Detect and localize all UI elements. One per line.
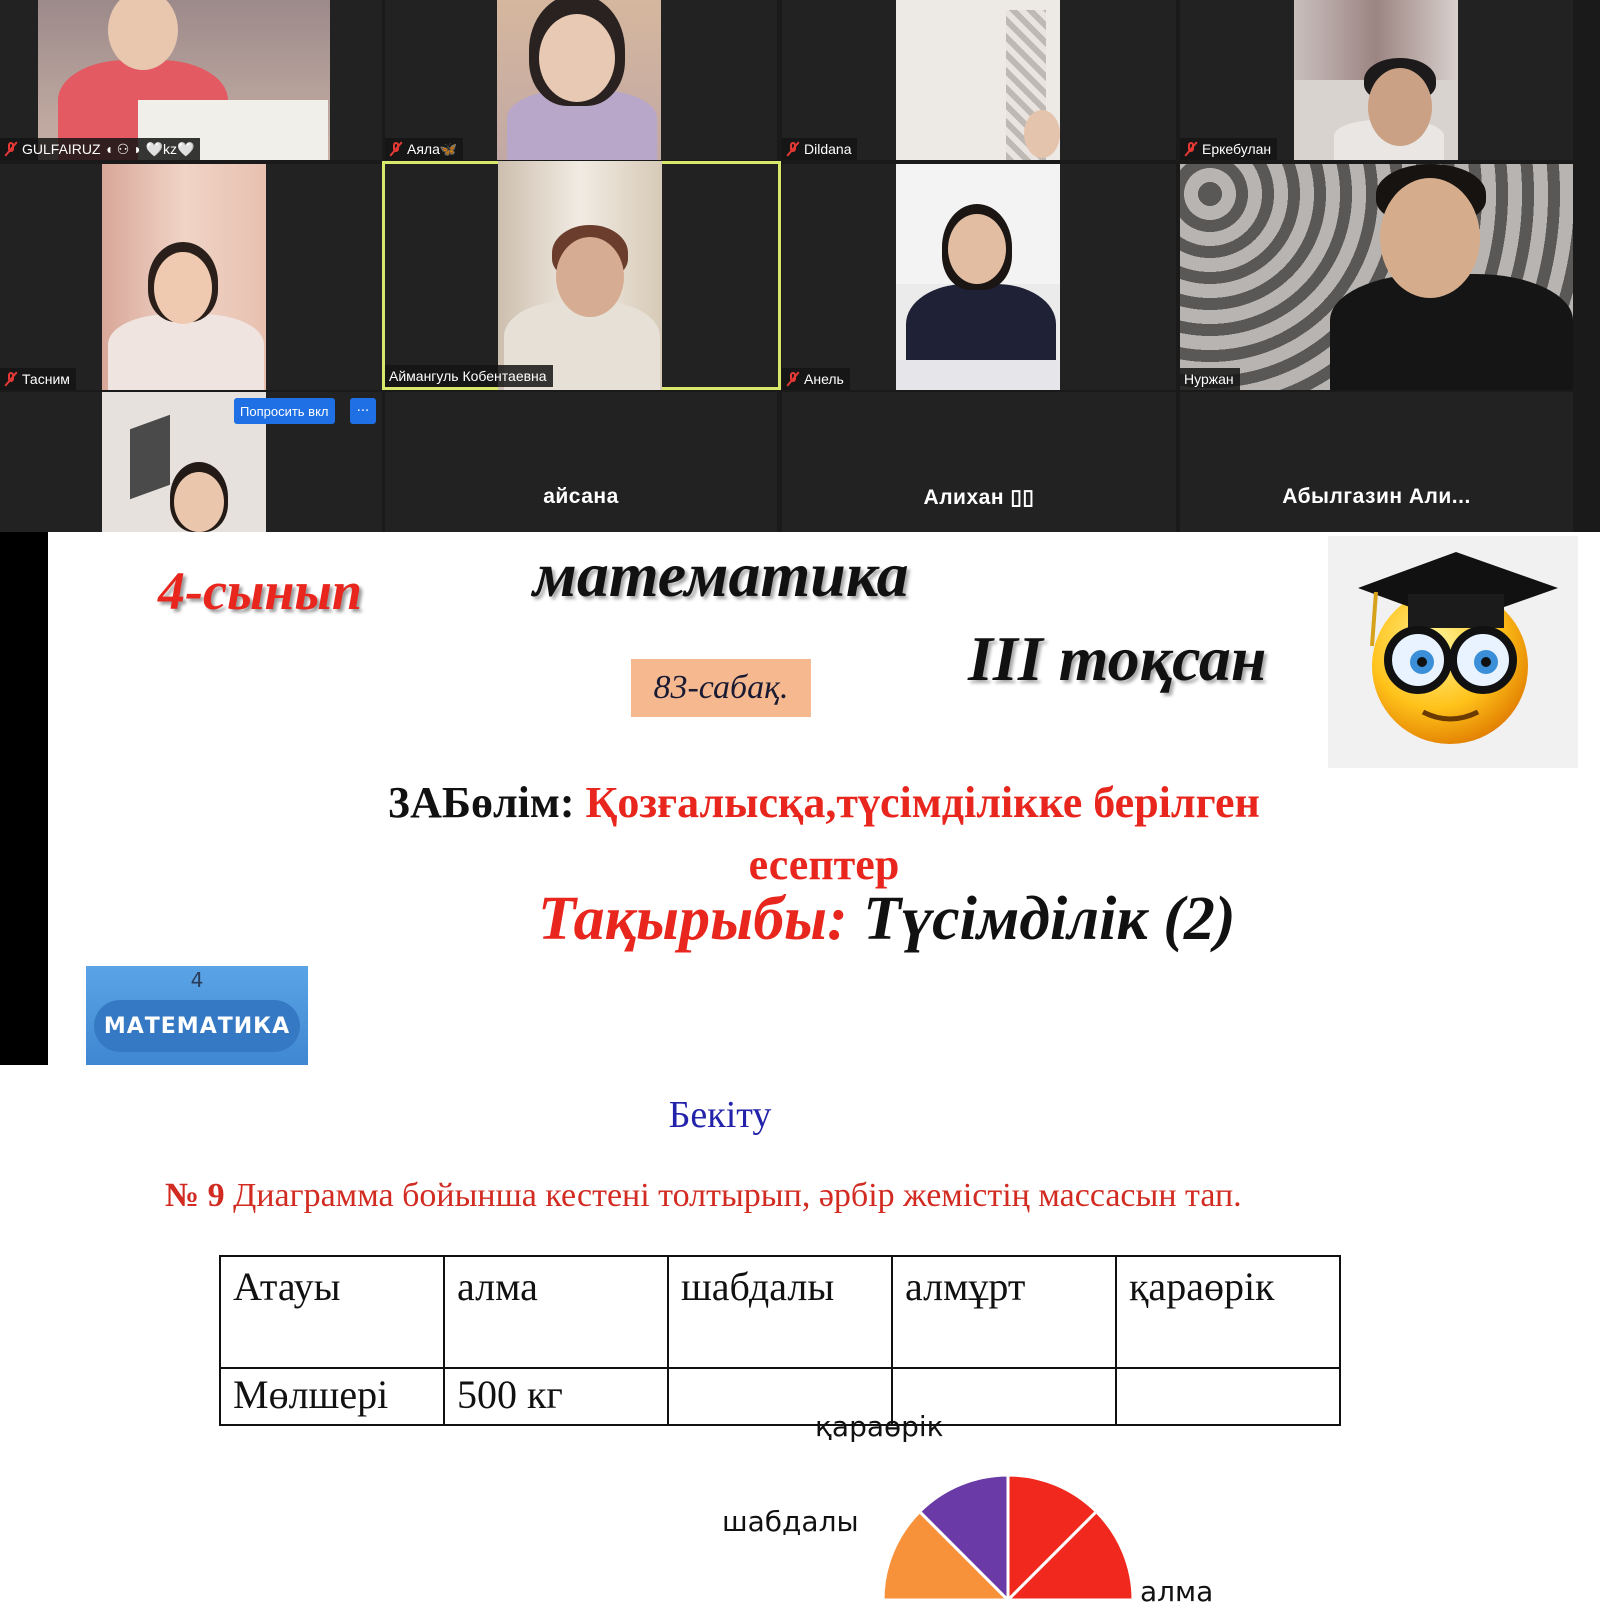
participant-video [896,0,1060,160]
topic-label: Тақырыбы: [538,885,848,953]
participant-name: Тасним [22,371,70,387]
participant-name-bar [1180,138,1277,160]
participant-name: Алихан ▯▯ [923,486,1035,509]
participant-name: GULFAIRUZ ◖ ⚇ ◗ 🤍kz🤍 [22,140,195,157]
participant-name: Еркебулан [1202,141,1272,157]
topic-value: Түсімділік (2) [863,885,1236,953]
grade-title: 4-сынып [158,561,362,621]
topic-heading [538,884,1236,955]
participant-video [896,164,1060,390]
participant-name: Абылгазин Али... [1282,485,1471,508]
participant-name: Нуржан [1184,371,1234,387]
title-slide [48,532,1600,1065]
participant-tile[interactable] [1180,164,1573,390]
participant-name: айсана [543,485,619,508]
participant-video [1294,0,1458,160]
participant-tile[interactable] [782,164,1176,390]
participant-name-bar [1180,368,1240,390]
participant-tile-active-speaker[interactable] [382,161,781,390]
textbook-title: МАТЕМАТИКА [94,1000,300,1052]
quarter-title: ІІІ тоқсан [968,623,1267,694]
participant-name-bar [0,368,76,390]
mic-muted-icon [389,141,403,157]
participant-name: Аймангуль Кобентаевна [389,368,547,384]
participant-tile[interactable] [0,0,382,160]
pie-label: шабдалы [722,1505,859,1538]
more-options-button[interactable]: ··· [350,398,376,424]
textbook-logo [86,966,308,1065]
section-heading [48,772,1600,896]
participant-name: Анель [804,371,844,387]
participant-video [1180,164,1573,390]
table-cell: алма [444,1256,668,1368]
table-cell: Атауы [220,1256,444,1368]
participant-name-bar [782,138,857,160]
table-cell: шабдалы [668,1256,892,1368]
section-label: 3АБөлім: [388,778,575,827]
lesson-number: 83-сабақ. [631,659,811,717]
participant-video [102,164,266,390]
participant-tile[interactable] [385,392,777,532]
pie-label: қараөрік [815,1410,944,1443]
participant-video [497,0,661,160]
table-cell: Мөлшері [220,1368,444,1425]
task-description: Диаграмма бойынша кестені толтырып, әрбір жемістің массасын тап. [233,1177,1242,1214]
exercise-slide [0,1065,1600,1608]
mic-muted-icon [4,371,18,387]
textbook-grade: 4 [190,968,204,992]
table-cell: 500 кг [444,1368,668,1425]
participant-tile[interactable] [782,0,1176,160]
task-number: № 9 [165,1177,225,1214]
mic-muted-icon [786,141,800,157]
pie-label: алма [1140,1575,1214,1608]
participant-tile[interactable] [0,392,382,532]
participant-name: Dildana [804,141,852,157]
participant-video [498,161,662,390]
participant-name-bar [385,138,463,160]
table-cell: қараөрік [1116,1256,1340,1368]
mic-muted-icon [1184,141,1198,157]
section-value: Қозғалысқа,түсімділікке берілген [585,778,1260,827]
subject-title: математика [533,539,909,610]
ask-to-unmute-button[interactable]: Попросить вкл [234,398,335,424]
participant-video [38,0,330,160]
participant-name-bar [782,368,850,390]
zoom-gallery-view [0,0,1600,532]
participant-tile[interactable] [0,164,382,390]
mic-muted-icon [4,141,18,157]
exercise-heading: Бекіту [668,1094,772,1136]
participant-tile[interactable] [385,0,777,160]
mic-muted-icon [786,371,800,387]
participant-name-bar [0,138,200,160]
graduate-emoji-icon [1328,536,1578,768]
participant-tile[interactable] [782,392,1176,532]
participant-name: Аяла🦋 [407,140,458,157]
participant-tile[interactable] [1180,0,1573,160]
participant-name-bar [385,365,553,387]
section-value-line2: есептер [748,840,900,889]
table-cell: алмұрт [892,1256,1116,1368]
slide-side-bar [0,532,48,1065]
participant-tile[interactable] [1180,392,1573,532]
